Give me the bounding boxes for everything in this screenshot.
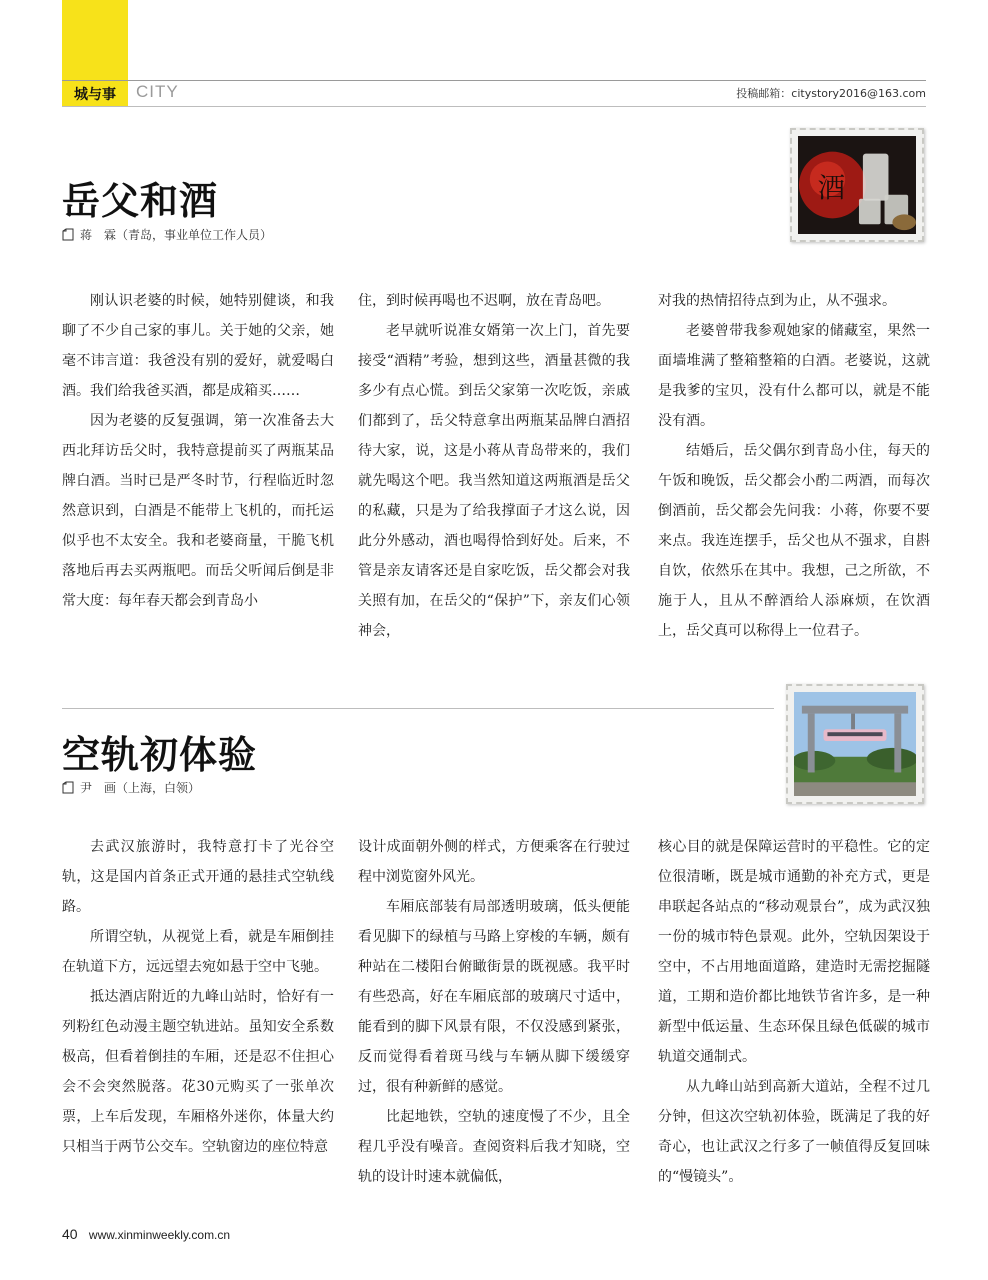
article-divider	[62, 708, 774, 709]
header-bottom-rule	[62, 106, 926, 107]
svg-text:酒: 酒	[817, 171, 846, 204]
paragraph: 车厢底部装有局部透明玻璃，低头便能看见脚下的绿植与马路上穿梭的车辆，颇有种站在二楼阳台俯瞰街景的既视感。我平时有些恐高，好在车厢底部的玻璃尺寸适中，能看到的脚下风景有限，不仅没感到紧张，反而觉得看着斑马线与车辆从脚下缓缓穿过，很有种新鲜的感觉。	[358, 899, 630, 1095]
paragraph: 抵达酒店附近的九峰山站时，恰好有一列粉红色动漫主题空轨进站。虽知安全系数极高，但看着倒挂的车厢，还是忍不住担心会不会突然脱落。花30元购买了一张单次票，上车后发现，车厢格外迷你，体量大约只相当于两节公交车。空轨窗边的座位特意	[62, 989, 334, 1155]
section-badge: 城与事	[62, 81, 128, 106]
article2-column-2	[358, 832, 630, 1192]
article2-column-1	[62, 832, 334, 1162]
pen-icon	[62, 228, 74, 241]
page-number: 40	[62, 1226, 78, 1242]
article1-column-3	[658, 286, 930, 646]
article1-column-1	[62, 286, 334, 616]
article1-column-2	[358, 286, 630, 646]
article1-byline	[62, 226, 272, 243]
paragraph: 对我的热情招待点到为止，从不强求。	[658, 293, 896, 309]
paragraph: 核心目的就是保障运营时的平稳性。它的定位很清晰，既是城市通勤的补充方式，更是串联起各站点的“移动观景台”，成为武汉独一份的城市特色景观。此外，空轨因架设于空中，不占用地面道路，建造时无需挖掘隧道，工期和造价都比地铁节省许多，是一种新型中低运量、生态环保且绿色低碳的城市轨道交通制式。	[658, 839, 930, 1065]
paragraph: 因为老婆的反复强调，第一次准备去大西北拜访岳父时，我特意提前买了两瓶某品牌白酒。当时已是严冬时节，行程临近时忽然意识到，白酒是不能带上飞机的，而托运似乎也不太安全。我和老婆商量，干脆飞机落地后再去买两瓶吧。而岳父听闻后倒是非常大度：每年春天都会到青岛小	[62, 413, 334, 609]
article2-title: 空轨初体验	[62, 732, 258, 777]
article2-byline	[62, 779, 200, 796]
paragraph: 刚认识老婆的时候，她特别健谈，和我聊了不少自己家的事儿。关于她的父亲，她毫不讳言道：我爸没有别的爱好，就爱喝白酒。我们给我爸买酒，都是成箱买……	[62, 293, 334, 399]
monorail-stamp-image	[786, 684, 924, 804]
article2-column-3	[658, 832, 930, 1192]
paragraph: 老早就听说准女婿第一次上门，首先要接受“酒精”考验，想到这些，酒量甚微的我多少有点心慌。到岳父家第一次吃饭，亲戚们都到了，岳父特意拿出两瓶某品牌白酒招待大家，说，这是小蒋从青岛带来的，我们就先喝这个吧。我当然知道这两瓶酒是岳父的私藏，只是为了给我撑面子才这么说，因此分外感动，酒也喝得恰到好处。后来，不管是亲友请客还是自家吃饭，岳父都会对我关照有加，在岳父的“保护”下，亲友们心领神会，	[358, 323, 630, 639]
submission-email: 投稿邮箱：citystory2016@163.com	[736, 87, 926, 100]
liquor-stamp-image	[790, 128, 924, 242]
article1-title: 岳父和酒	[62, 178, 219, 223]
pen-icon	[62, 781, 74, 794]
header-yellow-tab	[62, 0, 128, 80]
magazine-website: www.xinminweekly.com.cn	[88, 1228, 231, 1242]
article2-author: 尹 画（上海，白领）	[80, 781, 201, 795]
paragraph: 从九峰山站到高新大道站，全程不过几分钟，但这次空轨初体验，既满足了我的好奇心，也让武汉之行多了一帧值得反复回味的“慢镜头”。	[658, 1079, 930, 1185]
page-footer	[62, 1226, 230, 1242]
section-label-en: CITY	[136, 82, 179, 101]
paragraph: 所谓空轨，从视觉上看，就是车厢倒挂在轨道下方，远远望去宛如悬于空中飞驰。	[62, 929, 334, 975]
article1-author: 蒋 霖（青岛，事业单位工作人员）	[80, 228, 273, 242]
paragraph: 老婆曾带我参观她家的储藏室，果然一面墙堆满了整箱整箱的白酒。老婆说，这就是我爹的宝贝，没有什么都可以，就是不能没有酒。	[658, 323, 930, 429]
paragraph: 设计成面朝外侧的样式，方便乘客在行驶过程中浏览窗外风光。	[358, 839, 630, 885]
paragraph: 比起地铁，空轨的速度慢了不少，且全程几乎没有噪音。查阅资料后我才知晓，空轨的设计时速本就偏低，	[358, 1109, 630, 1185]
paragraph: 去武汉旅游时，我特意打卡了光谷空轨，这是国内首条正式开通的悬挂式空轨线路。	[62, 839, 334, 915]
paragraph: 结婚后，岳父偶尔到青岛小住，每天的午饭和晚饭，岳父都会小酌二两酒，而每次倒酒前，岳父都会先问我：小蒋，你要不要来点。我连连摆手，岳父也从不强求，自斟自饮，依然乐在其中。我想，己之所欲，不施于人，且从不醉酒给人添麻烦，在饮酒上，岳父真可以称得上一位君子。	[658, 443, 930, 639]
paragraph: 住，到时候再喝也不迟啊，放在青岛吧。	[358, 293, 610, 309]
header-top-rule	[62, 80, 926, 81]
